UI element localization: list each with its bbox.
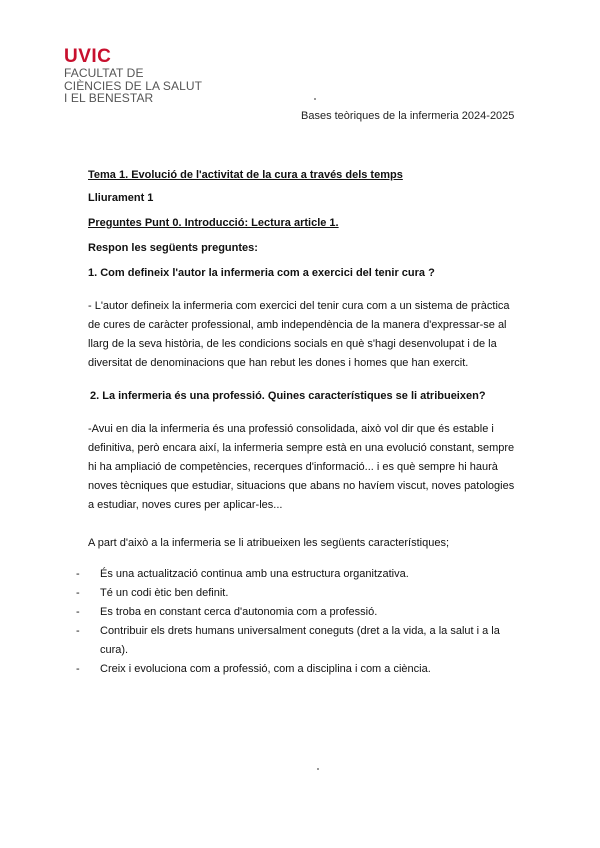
logo-brand-rest: VIC xyxy=(78,46,112,67)
course-header: Bases teòriques de la infermeria 2024-2025 xyxy=(301,110,515,122)
list-item: - Creix i evoluciona com a professió, com a disciplina i com a ciència. xyxy=(88,660,518,679)
document-body xyxy=(76,166,518,679)
instruction: Respon les següents preguntes: xyxy=(88,242,258,254)
logo-line-1: FACULTAT DE xyxy=(64,66,144,80)
bullet-dash: - xyxy=(76,606,80,618)
list-item: - Es troba en constant cerca d'autonomia com a professió. xyxy=(88,603,518,622)
bullet-dash: - xyxy=(76,625,80,637)
characteristics-list xyxy=(76,565,518,679)
logo-line-2: CIÈNCIES DE LA SALUT xyxy=(64,78,203,93)
list-item: - Té un codi ètic ben definit. xyxy=(88,584,518,603)
list-item: - Contribuir els drets humans universalment coneguts (dret a la vida, a la salut i a la cura). xyxy=(88,622,518,660)
list-item: - És una actualització continua amb una estructura organitzativa. xyxy=(88,565,518,584)
question-2: 2. La infermeria és una professió. Quines característiques se li atribueixen? xyxy=(90,390,486,402)
delivery-label: Lliurament 1 xyxy=(88,192,154,204)
answer-2: -Avui en dia la infermeria és una professió consolidada, això vol dir que és estable i definitiva, però encara així, la infermeria sempre està en una evolució constant, sempre hi ha ampliació de competències, recerques d'informació... i es què sempre hi haurà noves tècniques que estudiar, situacions que abans no havíem viscut, noves patologies a estudiar, noves cures per aplicar-les... xyxy=(88,423,515,511)
bullet-dash: - xyxy=(76,568,80,580)
logo-brand xyxy=(64,47,202,67)
list-intro: A part d'això a la infermeria se li atribueixen les següents característiques; xyxy=(88,537,450,549)
logo-brand-u: U xyxy=(64,46,79,67)
bullet-dash: - xyxy=(76,663,80,675)
question-1: 1. Com defineix l'autor la infermeria com a exercici del tenir cura ? xyxy=(88,267,435,279)
topic-title: Tema 1. Evolució de l'activitat de la cura a través dels temps xyxy=(88,169,403,181)
university-logo xyxy=(64,47,202,105)
page-mark-top xyxy=(314,98,316,100)
logo-line-3: I EL BENESTAR xyxy=(64,91,154,105)
questions-title: Preguntes Punt 0. Introducció: Lectura article 1. xyxy=(88,217,339,229)
bullet-dash: - xyxy=(76,587,80,599)
page-mark-bottom xyxy=(317,768,319,770)
answer-1: - L'autor defineix la infermeria com exercici del tenir cura com a un sistema de pràctica de cures de caràcter professional, amb independència de la manera d'expressar-se al llarg de la seva història, de les condicions socials en què s'hagi desenvolupat i de la diversitat de denominacions que han rebut les dones i homes que han exercit. xyxy=(88,300,510,369)
